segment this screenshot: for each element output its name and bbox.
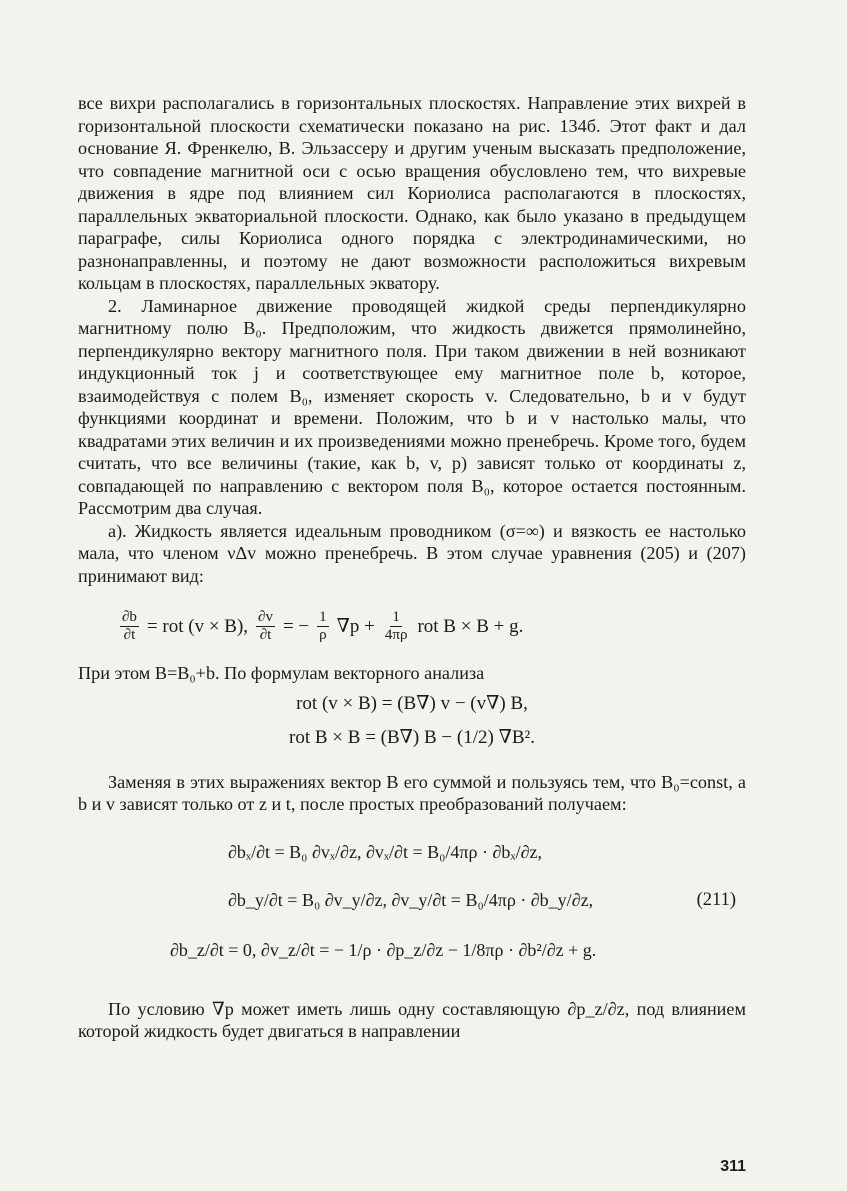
denominator: ∂t <box>259 627 272 643</box>
denominator: ∂t <box>123 627 136 643</box>
equation-term: = rot (v × B), <box>146 615 249 637</box>
denominator: 4πρ <box>384 627 408 643</box>
page-body <box>78 92 746 1043</box>
equation-term: ∇p + <box>336 616 375 637</box>
paragraph-5: Заменяя в этих выражениях вектор B его суммой и пользуясь тем, что B₀=const, а b и v зависят только от z и t, после простых преобразований получаем: <box>78 771 746 814</box>
equation-term: = − <box>282 615 310 637</box>
paragraph-4: При этом B=B₀+b. По формулам векторного анализа <box>78 663 485 683</box>
paragraph-1: все вихри располагались в горизонтальных плоскостях. Направление этих вихрей в горизонтальной плоскости схематически показано на рис. 134б. Этот факт и дал основание Я. Френкелю, В. Эльзассеру и другим ученым высказать предположение, что совпадение магнитной оси с осью вращения обусловлено тем, что вихревые движения в ядре под влиянием сил Кориолиса располагаются в плоскостях, параллельных экваториальной плоскости. Однако, как было указано в предыдущем параграфе, силы Кориолиса одного порядка с электродинамическими, но разнонаправленны, и поэтому не дают возможности расположиться вихревым кольцам в плоскостях, параллельных экватору. <box>78 93 746 293</box>
system-row-2: ∂b_y/∂t = B₀ ∂v_y/∂z, ∂v_y/∂t = B₀/4πρ · ∂b_y/∂z, <box>228 889 594 910</box>
numerator: 1 <box>319 609 327 625</box>
equation-term: rot B × B + g. <box>417 615 524 637</box>
system-row-1: ∂bₓ/∂t = B₀ ∂vₓ/∂z, ∂vₓ/∂t = B₀/4πρ · ∂bₓ/∂z, <box>228 841 542 862</box>
paragraph-3: а). Жидкость является идеальным проводником (σ=∞) и вязкость ее настолько мала, что членом νΔv можно пренебречь. В этом случае уравнения (205) и (207) принимают вид: <box>78 520 746 586</box>
paragraph-2: 2. Ламинарное движение проводящей жидкой среды перпендикулярно магнитному полю B₀. Предположим, что жидкость движется прямолинейно, перпендикулярно вектору магнитного поля. При таком движении в ней возникают индукционный ток j и соответствующее ему магнитное поле b, которое, взаимодействуя с полем B₀, изменяет скорость v. Следовательно, b и v будут функциями координат и времени. Положим, что b и v настолько малы, что квадратами этих величин и их произведениями можно пренебречь. Кроме того, будем считать, что все величины (такие, как b, v, p) зависят только от координаты z, совпадающей по направлению с вектором поля B₀, которое остается постоянным. Рассмотрим два случая. <box>78 295 746 518</box>
numerator: ∂v <box>258 609 273 625</box>
fraction <box>256 609 275 644</box>
denominator: ρ <box>319 627 327 643</box>
fraction <box>120 609 139 644</box>
fraction <box>317 609 329 644</box>
equation-system-211 <box>78 830 746 980</box>
equation-205-207 <box>118 609 746 644</box>
system-row-3: ∂b_z/∂t = 0, ∂v_z/∂t = − 1/ρ · ∂p_z/∂z − 1/8πρ · ∂b²/∂z + g. <box>170 939 597 960</box>
paragraph-6: По условию ∇p может иметь лишь одну составляющую ∂p_z/∂z, под влиянием которой жидкость будет двигаться в направлении <box>78 998 746 1041</box>
fraction <box>383 609 410 644</box>
vector-identity-1: rot (v × B) = (B∇) v − (v∇) B, <box>296 692 528 714</box>
page-number: 311 <box>720 1158 746 1175</box>
vector-identity-2: rot B × B = (B∇) B − (1/2) ∇B². <box>289 726 535 748</box>
equation-number: (211) <box>696 889 736 910</box>
numerator: 1 <box>392 609 400 625</box>
numerator: ∂b <box>122 609 137 625</box>
